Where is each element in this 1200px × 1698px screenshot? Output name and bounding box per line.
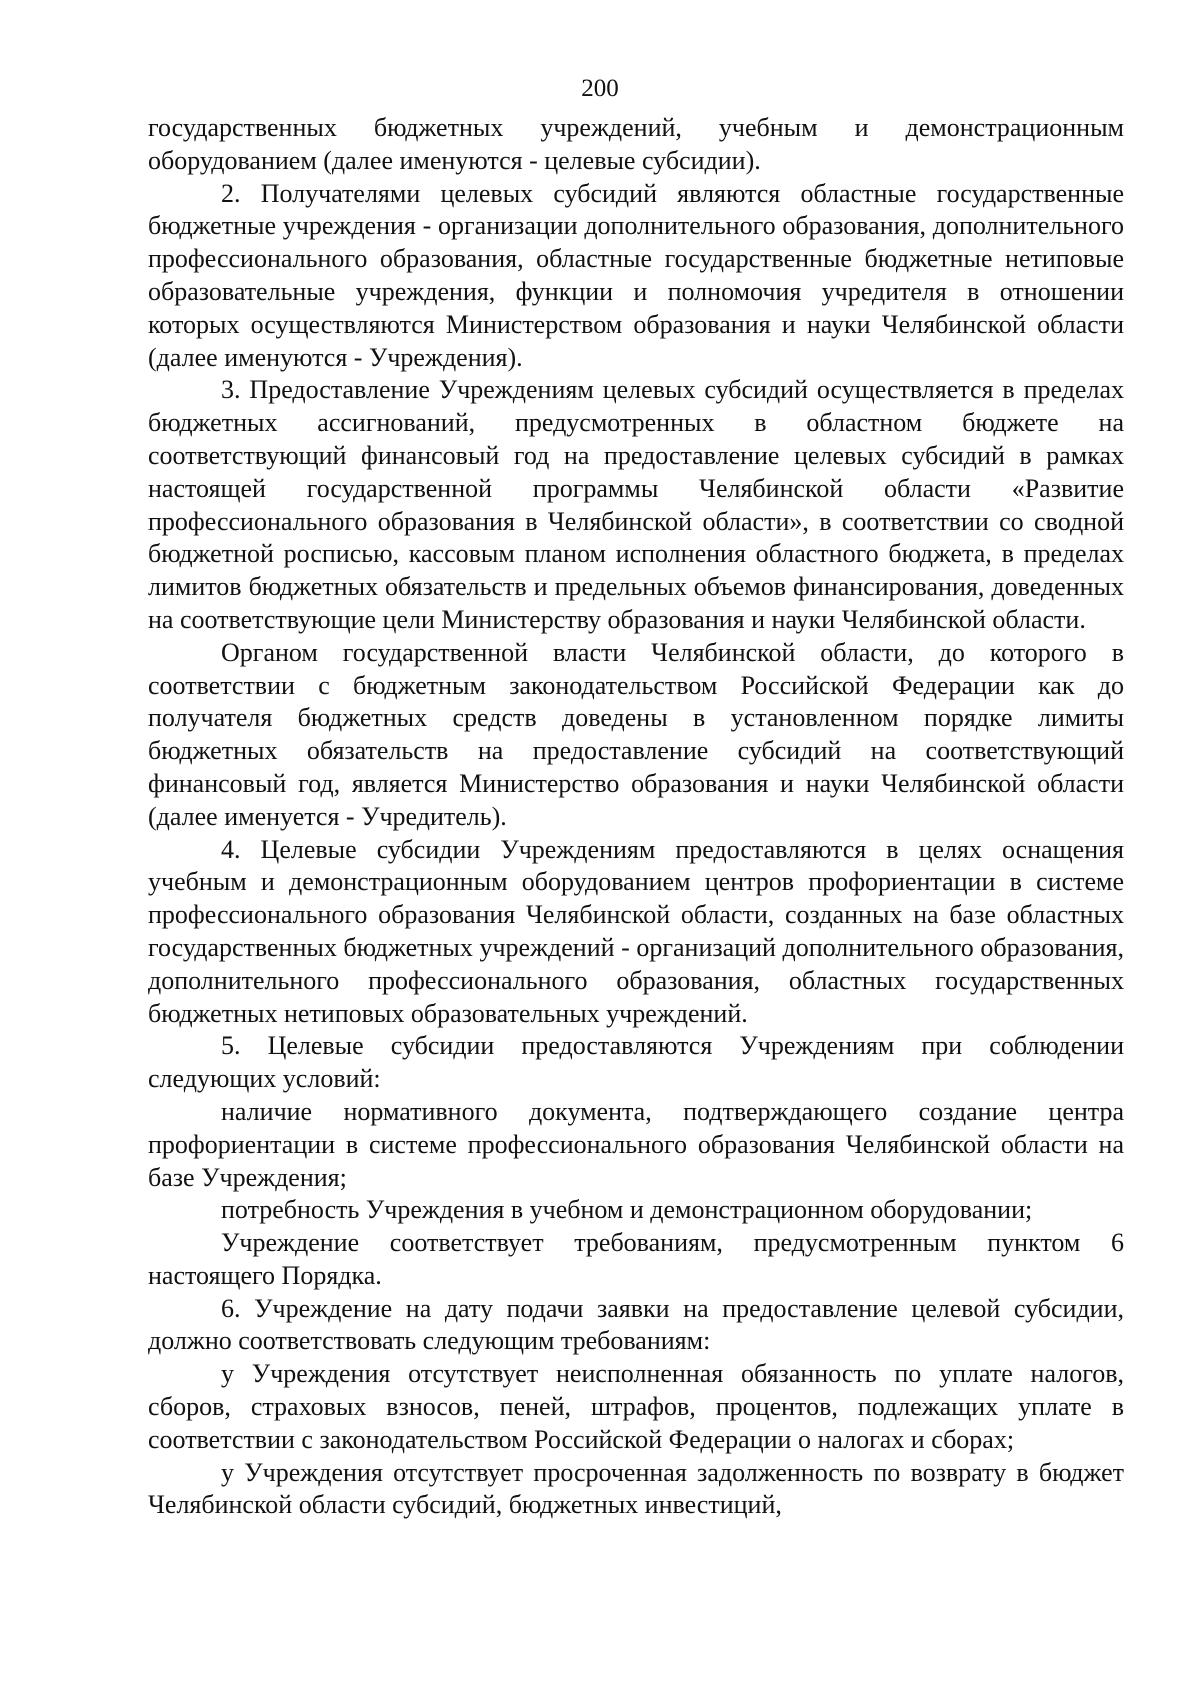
paragraph-condition-3: Учреждение соответствует требованиям, предусмотренным пунктом 6 настоящего Порядка. (148, 1228, 1124, 1290)
paragraph-condition-2: потребность Учреждения в учебном и демонстрационном оборудовании; (221, 1195, 1033, 1225)
paragraph-requirement-2: у Учреждения отсутствует просроченная задолженность по возврату в бюджет Челябинской области субсидий, бюджетных инвестиций, (148, 1457, 1124, 1520)
paragraph-item-5: 5. Целевые субсидии предоставляются Учреждениям при соблюдении следующих условий: (148, 1031, 1124, 1094)
paragraph-item-2: 2. Получателями целевых субсидий являются областные государственные бюджетные учреждения - организации дополнительного образования, дополнительного профессионального образования, областные государственные бюджетные нетиповые образовательные учреждения, функции и полномочия учредителя в отношении которых осуществляются Министерством образования и науки Челябинской области (далее именуются - Учреждения). (148, 178, 1124, 372)
paragraph-requirement-1: у Учреждения отсутствует неисполненная обязанность по уплате налогов, сборов, страховых взносов, пеней, штрафов, процентов, подлежащих уплате в соответствии с законодательством Российской Федерации о налогах и сборах; (148, 1359, 1124, 1454)
paragraph-item-4: 4. Целевые субсидии Учреждениям предоставляются в целях оснащения учебным и демонстрационным оборудованием центров профориентации в системе профессионального образования Челябинской области, созданных на базе областных государственных бюджетных учреждений - организаций дополнительного образования, дополнительного профессионального образования, областных государственных бюджетных нетиповых образовательных учреждений. (148, 834, 1124, 1028)
document-body (148, 112, 1124, 1522)
paragraph-item-3: 3. Предоставление Учреждениям целевых субсидий осуществляется в пределах бюджетных ассигнований, предусмотренных в областном бюджете на соответствующий финансовый год на предоставление целевых субсидий в рамках настоящей государственной программы Челябинской области «Развитие профессионального образования в Челябинской области», в соответствии со сводной бюджетной росписью, кассовым планом исполнения областного бюджета, в пределах лимитов бюджетных обязательств и предельных объемов финансирования, доведенных на соответствующие цели Министерству образования и науки Челябинской области. (148, 375, 1124, 634)
paragraph-item-6: 6. Учреждение на дату подачи заявки на предоставление целевой субсидии, должно соответствовать следующим требованиям: (148, 1293, 1124, 1356)
page-number: 200 (581, 75, 619, 102)
paragraph-continuation: государственных бюджетных учреждений, учебным и демонстрационным оборудованием (далее именуются - целевые субсидии). (148, 113, 1124, 175)
paragraph-authority: Органом государственной власти Челябинской области, до которого в соответствии с бюджетным законодательством Российской Федерации как до получателя бюджетных средств доведены в установленном порядке лимиты бюджетных обязательств на предоставление субсидий на соответствующий финансовый год, является Министерство образования и науки Челябинской области (далее именуется - Учредитель). (148, 637, 1124, 831)
paragraph-condition-1: наличие нормативного документа, подтверждающего создание центра профориентации в системе профессионального образования Челябинской области на базе Учреждения; (148, 1096, 1124, 1192)
